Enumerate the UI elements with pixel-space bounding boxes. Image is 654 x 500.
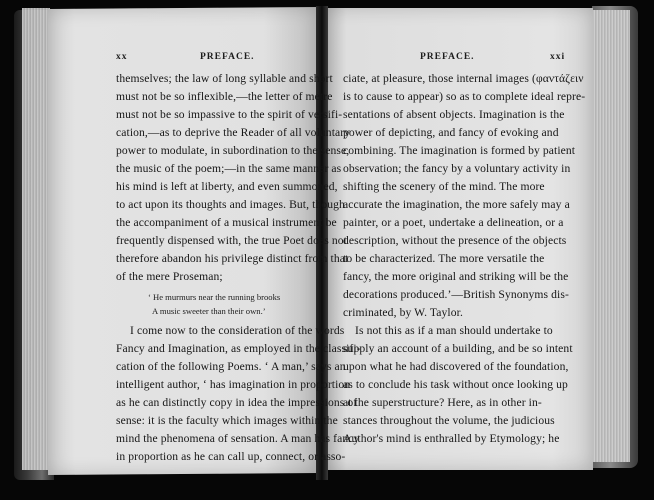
text-line: ciate, at pleasure, those internal images (φαντάζειν	[343, 72, 584, 85]
quote-line: A music sweeter than their own.’	[152, 306, 266, 316]
text-line: must not be so impassive to the spirit of versifi-	[116, 108, 343, 121]
text-line: Is not this as if a man should undertake to	[355, 324, 553, 337]
text-line: intelligent author, ‘ has imagination in proportion	[116, 378, 351, 391]
text-line: themselves; the law of long syllable and short	[116, 72, 333, 85]
text-line: as he can distinctly copy in idea the impressions of	[116, 396, 358, 409]
text-line: to act upon its thoughts and images. But, though	[116, 198, 345, 211]
text-line: sentations of absent objects. Imagination is the	[343, 108, 565, 121]
text-line: I come now to the consideration of the words	[130, 324, 345, 337]
text-line: observation; the fancy by a voluntary activity in	[343, 162, 571, 175]
left-running-head: PREFACE.	[200, 52, 255, 62]
text-line: power to modulate, in subordination to the sense,	[116, 144, 350, 157]
text-line: accurate the imagination, the more safely may a	[343, 198, 570, 211]
text-line: decorations produced.’—British Synonyms dis-	[343, 288, 569, 301]
text-line: of the mere Proseman;	[116, 270, 223, 283]
text-line: fancy, the more original and striking will be the	[343, 270, 569, 283]
text-line: the accompaniment of a musical instrument be	[116, 216, 337, 229]
text-line: supply an account of a building, and be so intent	[343, 342, 573, 355]
text-line: upon what he had discovered of the foundation,	[343, 360, 569, 373]
text-line: cation,—as to deprive the Reader of all voluntary	[116, 126, 351, 139]
text-line: frequently dispensed with, the true Poet does not	[116, 234, 347, 247]
text-line: in proportion as he can call up, connect, or asso-	[116, 450, 346, 463]
text-line: the music of the poem;—in the same manner as	[116, 162, 342, 175]
text-line: is to cause to appear) so as to complete ideal repre-	[343, 90, 586, 103]
page-edges-left	[22, 8, 50, 470]
right-folio: xxi	[550, 52, 566, 62]
text-line: mind the phenomena of sensation. A man has fancy	[116, 432, 360, 445]
text-line: therefore abandon his privilege distinct from that	[116, 252, 349, 265]
text-line: description, without the presence of the objects	[343, 234, 567, 247]
right-running-head: PREFACE.	[420, 52, 475, 62]
text-line: must not be so inflexible,—the letter of metre	[116, 90, 333, 103]
quote-line: ‘ He murmurs near the running brooks	[148, 292, 281, 302]
text-line: cation of the following Poems. ‘ A man,’ says an	[116, 360, 346, 373]
text-line: to be characterized. The more versatile the	[343, 252, 545, 265]
text-line: shifting the scenery of the mind. The more	[343, 180, 545, 193]
left-folio: xx	[116, 52, 128, 62]
text-line: Fancy and Imagination, as employed in the classifi-	[116, 342, 361, 355]
text-line: criminated, by W. Taylor.	[343, 306, 463, 319]
text-line: Author's mind is enthralled by Etymology; he	[343, 432, 560, 445]
text-line: power of depicting, and fancy of evoking and	[343, 126, 559, 139]
page-edges-right	[592, 10, 630, 462]
text-line: painter, or a poet, undertake a delineation, or a	[343, 216, 564, 229]
text-line: his mind is left at liberty, and even summoned,	[116, 180, 338, 193]
text-line: combining. The imagination is formed by patient	[343, 144, 576, 157]
text-line: stances throughout the volume, the judicious	[343, 414, 555, 427]
text-line: as to conclude his task without once looking up	[343, 378, 568, 391]
text-line: sense: it is the faculty which images within the	[116, 414, 338, 427]
text-line: at the superstructure? Here, as in other in-	[343, 396, 542, 409]
